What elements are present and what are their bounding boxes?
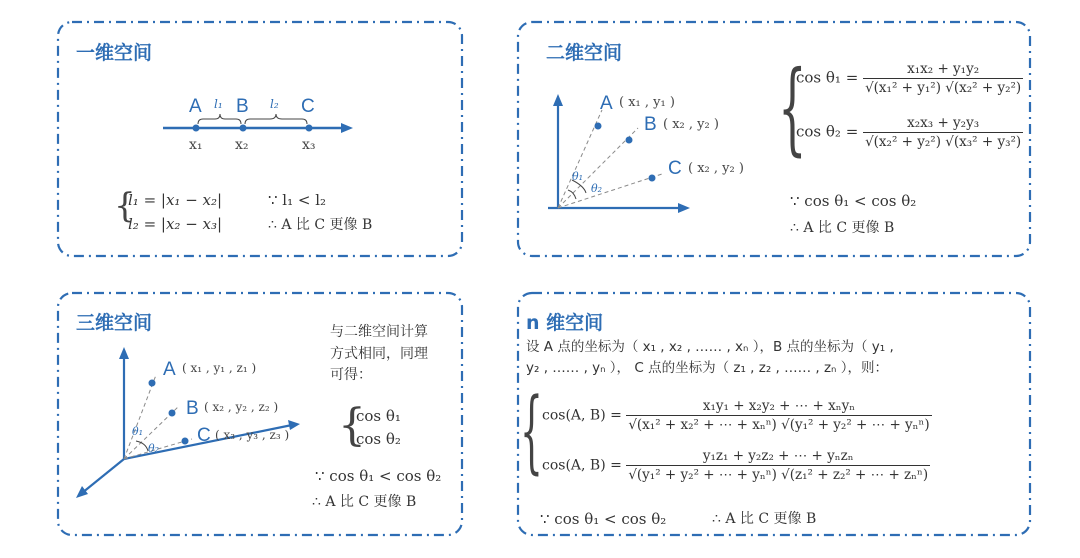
therefore-text: ∴ A 比 C 更像 B: [790, 220, 895, 236]
description: [526, 337, 894, 379]
panel-1d: [0, 0, 540, 279]
point-c-dot: [649, 175, 656, 182]
point-c-dot: [182, 438, 189, 445]
because-text: ∵ cos θ₁ < cos θ₂: [315, 467, 442, 485]
equation-l2: l₂ = |x₂ − x₃|: [128, 215, 223, 233]
equation-brace: {: [778, 49, 807, 166]
tick-x1: x₁: [189, 137, 203, 153]
because-text: ∵ cos θ₁ < cos θ₂: [790, 192, 917, 210]
arc-theta1: [136, 441, 148, 451]
panel-nd: [520, 279, 1080, 558]
label-b: B: [644, 114, 657, 135]
tick-x3: x₃: [302, 137, 316, 153]
cos1-lhs: cos θ₁ =: [796, 68, 859, 87]
cos2-numerator: x₂x₃ + y₂y₃: [863, 114, 1023, 133]
coord-a: ( x₁ , y₁ ): [619, 95, 675, 110]
cos1-fraction: [863, 60, 1023, 97]
panel-title: 一维空间: [76, 42, 153, 64]
eq2-numerator: y₁z₁ + y₂z₂ + ⋯ + yₙzₙ: [626, 447, 930, 466]
eq1-denominator: √(x₁² + x₂² + ⋯ + xₙⁿ) √(y₁² + y₂² + ⋯ + yₙⁿ): [628, 417, 930, 434]
brace-l2: [245, 114, 307, 124]
point-a-dot: [193, 125, 200, 132]
description-line-2: y₂ , …… , yₙ ）， C 点的坐标为（ z₁ , z₂ , …… , zₙ ），则：: [526, 359, 888, 376]
therefore-text: ∴ A 比 C 更像 B: [312, 494, 417, 510]
note-line-3: 可得：: [330, 367, 372, 384]
theta1-label: θ₁: [132, 425, 144, 438]
axis-arrow: [341, 123, 353, 133]
panel-title: n 维空间: [526, 312, 604, 334]
panel-title: 二维空间: [546, 42, 623, 64]
coord-b: ( x₂ , y₂ , z₂ ): [204, 400, 279, 414]
panel-2d: [540, 0, 1080, 279]
note-line-2: 方式相同，同理: [330, 345, 428, 362]
label-a: A: [600, 93, 613, 114]
cos2-fraction: [863, 114, 1023, 151]
coord-b: ( x₂ , y₂ ): [663, 117, 719, 132]
panel-title: 三维空间: [76, 312, 153, 334]
label-l2: l₂: [270, 97, 279, 111]
cos1-denominator: √(x₁² + y₁²) √(x₂² + y₂²): [865, 80, 1022, 97]
cos1-numerator: x₁x₂ + y₁y₂: [863, 60, 1023, 79]
therefore-text: ∴ A 比 C 更像 B: [712, 511, 817, 527]
equation-brace: {: [520, 379, 543, 484]
theta2-label: θ₂: [148, 442, 160, 455]
equation-brace: {: [338, 400, 366, 451]
brace-l1: [198, 114, 241, 124]
eq1-lhs: cos(A, B) =: [542, 407, 622, 424]
point-b-dot: [240, 125, 247, 132]
eq1-fraction: [626, 397, 931, 434]
cos2-lhs: cos θ₂ =: [796, 122, 859, 141]
therefore-text: ∴ A 比 C 更像 B: [268, 217, 373, 233]
y-axis-arrow: [553, 94, 563, 106]
y-axis-arrow: [288, 420, 300, 430]
label-b: B: [236, 96, 249, 117]
eq2: [542, 447, 930, 484]
coord-c: ( x₃ , y₃ , z₃ ): [215, 428, 290, 442]
label-c: C: [668, 158, 682, 179]
cos2-equation: [796, 114, 1023, 151]
label-l1: l₁: [214, 97, 223, 111]
eq1: [542, 397, 932, 434]
coord-c: ( x₂ , y₂ ): [688, 161, 744, 176]
x-axis-arrow: [76, 486, 88, 498]
because-text: ∵ l₁ < l₂: [268, 191, 327, 209]
point-c-dot: [306, 125, 313, 132]
coord-a: ( x₁ , y₁ , z₁ ): [182, 361, 257, 375]
note-line-1: 与二维空间计算: [330, 324, 428, 340]
point-a-dot: [149, 380, 156, 387]
label-c: C: [301, 96, 315, 117]
note-text: [330, 322, 428, 387]
description-line-1: 设 A 点的坐标为（ x₁ , x₂ , …… , xₙ ），B 点的坐标为（ y₁ ,: [526, 339, 894, 355]
cos1-text: cos θ₁: [356, 407, 401, 425]
cos2-denominator: √(x₂² + y₂²) √(x₃² + y₃²): [865, 134, 1022, 151]
label-b: B: [186, 398, 199, 419]
eq1-numerator: x₁y₁ + x₂y₂ + ⋯ + xₙyₙ: [626, 397, 931, 416]
theta1-label: θ₁: [572, 170, 584, 183]
point-a-dot: [595, 123, 602, 130]
equation-l1: l₁ = |x₁ − x₂|: [128, 191, 223, 209]
cos1-equation: [796, 60, 1023, 97]
point-b-dot: [626, 137, 633, 144]
label-c: C: [197, 425, 211, 446]
label-a: A: [189, 96, 202, 117]
x-axis-arrow: [678, 203, 690, 213]
equation-brace: {: [114, 186, 136, 226]
panel-3d: [0, 279, 540, 558]
eq2-fraction: [626, 447, 930, 484]
eq2-denominator: √(y₁² + y₂² + ⋯ + yₙⁿ) √(z₁² + z₂² + ⋯ + zₙⁿ): [628, 467, 929, 484]
point-b-dot: [169, 410, 176, 417]
theta2-label: θ₂: [591, 182, 603, 195]
z-axis-arrow: [119, 347, 129, 359]
tick-x2: x₂: [235, 137, 249, 153]
because-text: ∵ cos θ₁ < cos θ₂: [540, 510, 667, 528]
label-a: A: [163, 359, 176, 380]
eq2-lhs: cos(A, B) =: [542, 457, 622, 474]
cos2-text: cos θ₂: [356, 430, 401, 448]
x-axis: [82, 459, 124, 493]
